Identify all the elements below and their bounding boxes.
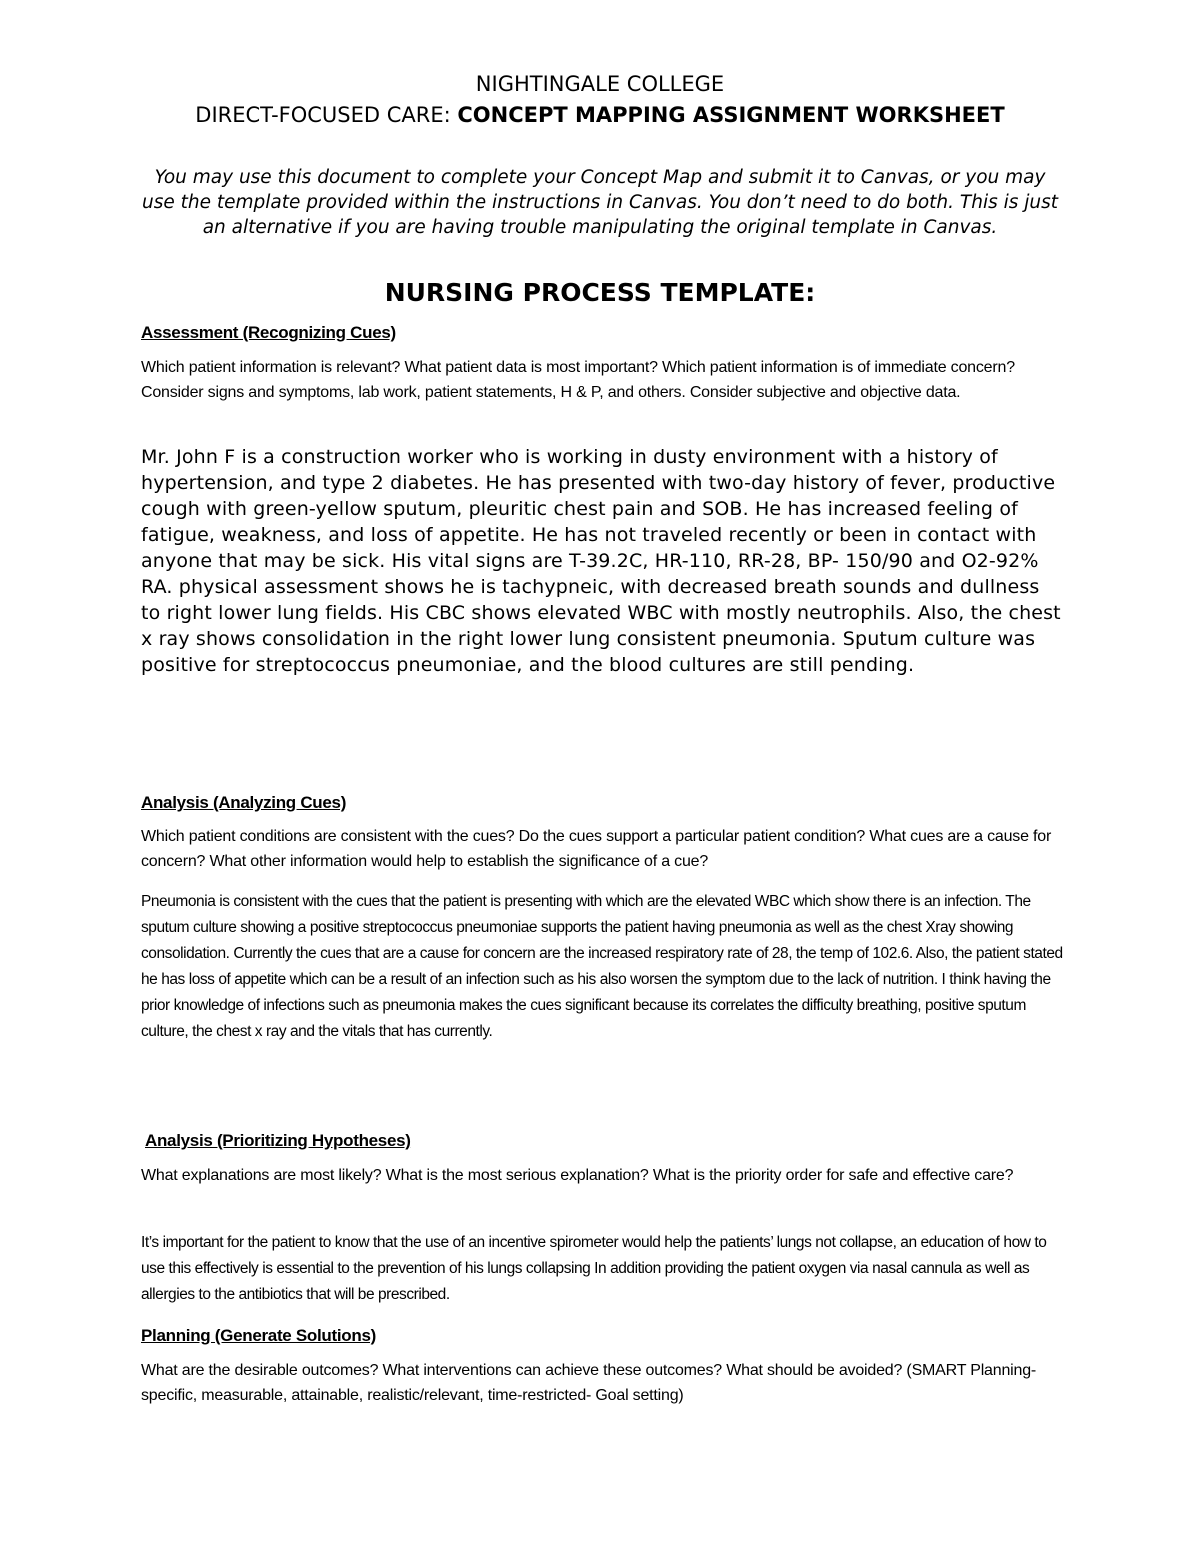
assessment-heading: Assessment (Recognizing Cues) bbox=[141, 323, 396, 342]
worksheet-subtitle bbox=[0, 101, 1200, 129]
prioritizing-heading: Analysis (Prioritizing Hypotheses) bbox=[145, 1131, 411, 1150]
analysis-heading: Analysis (Analyzing Cues) bbox=[141, 793, 347, 812]
college-name: NIGHTINGALE COLLEGE bbox=[475, 72, 725, 96]
prioritizing-answer: It’s important for the patient to know that the use of an incentive spirometer would help the patients’ lungs not collapse, an education of how to use this effectively is essential to the prevention of his lungs collapsing In addition providing the patient oxygen via nasal cannula as well as allergies to the antibiotics that will be prescribed. bbox=[141, 1234, 1047, 1303]
assessment-answer: Mr. John F is a construction worker who is working in dusty environment with a history of hypertension, and type 2 diabetes. He has presented with two-day history of fever, productive cough with green-yellow sputum, pleuritic chest pain and SOB. He has increased feeling of fatigue, weakness, and loss of appetite. He has not traveled recently or been in contact with anyone that may be sick. His vital signs are T-39.2C, HR-110, RR-28, BP- 150/90 and O2-92% RA. physical assessment shows he is tachypneic, with decreased breath sounds and dullness to right lower lung fields. His CBC shows elevated WBC with mostly neutrophils. Also, the chest x ray shows consolidation in the right lower lung consistent pneumonia. Sputum culture was positive for streptococcus pneumoniae, and the blood cultures are still pending. bbox=[141, 446, 1061, 676]
template-title: NURSING PROCESS TEMPLATE: bbox=[384, 278, 816, 307]
assessment-question: Which patient information is relevant? What patient data is most important? Which patient information is of immediate concern? Consider signs and symptoms, lab work, patient statements, H & P, and others. Consider subjective and objective data. bbox=[141, 359, 1015, 401]
planning-question: What are the desirable outcomes? What interventions can achieve these outcomes? What should be avoided? (SMART Planning- specific, measurable, attainable, realistic/relevant, time-restricted- Goal setting) bbox=[141, 1362, 1037, 1404]
planning-heading: Planning (Generate Solutions) bbox=[141, 1326, 376, 1345]
subtitle-bold: CONCEPT MAPPING ASSIGNMENT WORKSHEET bbox=[457, 103, 1005, 127]
analysis-answer: Pneumonia is consistent with the cues that the patient is presenting with which are the elevated WBC which show there is an infection. The sputum culture showing a positive streptococcus pneumoniae supports the patient having pneumonia as well as the chest Xray showing consolidation. Currently the cues that are a cause for concern are the increased respiratory rate of 28, the temp of 102.6. Also, the patient stated he has loss of appetite which can be a result of an infection such as his also worsen the symptom due to the lack of nutrition. I think having the prior knowledge of infections such as pneumonia makes the cues significant because its correlates the difficulty breathing, positive sputum culture, the chest x ray and the vitals that has currently. bbox=[141, 893, 1063, 1040]
prioritizing-question: What explanations are most likely? What is the most serious explanation? What is the priority order for safe and effective care? bbox=[141, 1167, 1014, 1184]
subtitle-prefix: DIRECT-FOCUSED CARE: bbox=[195, 103, 458, 127]
analysis-question: Which patient conditions are consistent with the cues? Do the cues support a particular patient condition? What cues are a cause for concern? What other information would help to establish the significance of a cue? bbox=[141, 828, 1052, 870]
intro-instructions: You may use this document to complete your Concept Map and submit it to Canvas, or you may use the template provided within the instructions in Canvas. You don’t need to do both. This is just an alternative if you are having trouble manipulating the original template in Canvas. bbox=[141, 167, 1059, 238]
